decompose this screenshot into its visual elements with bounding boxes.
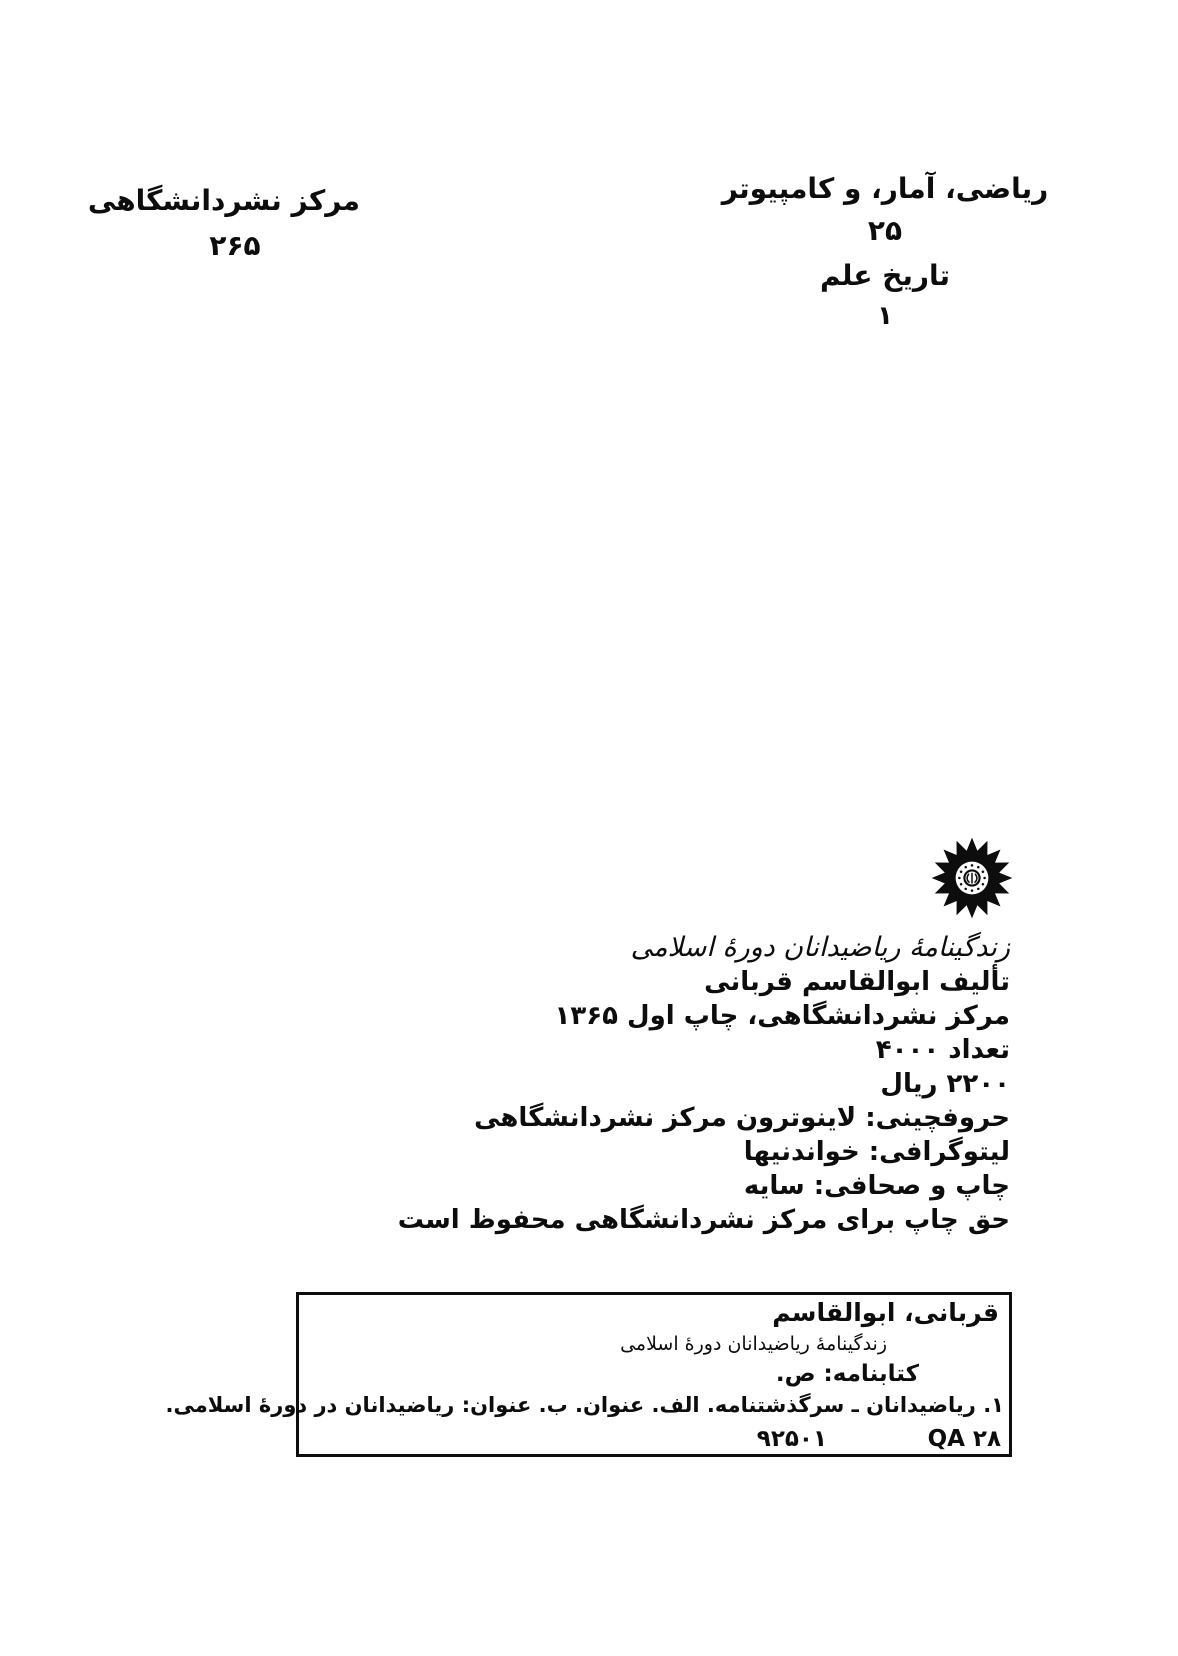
price-line: ۲۲۰۰ ریال: [880, 1069, 1010, 1099]
publisher-name-header: مرکز نشردانشگاهی: [87, 184, 360, 217]
series-number: ۲۵: [867, 214, 903, 247]
cip-subjects-line: ۱. ریاضیدانان ـ سرگذشتنامه. الف. عنوان. ب. عنوان: ریاضیدانان در دورهٔ اسلامی.: [165, 1393, 1004, 1417]
cip-author-entry: قربانی، ابوالقاسم: [772, 1298, 999, 1327]
series-header-block: [685, 172, 1085, 331]
printing-line: چاپ و صحافی: سایه: [743, 1171, 1010, 1201]
imprint-block: [398, 931, 1010, 1237]
lithography-line: لیتوگرافی: خواندنیها: [743, 1137, 1010, 1167]
cip-call-number: QA ۲۸: [927, 1426, 1001, 1452]
subseries-name: تاریخ علم: [819, 259, 951, 292]
publisher-starburst-emblem-icon: [930, 836, 1014, 920]
edition-line: مرکز نشردانشگاهی، چاپ اول ۱۳۶۵: [554, 1001, 1010, 1031]
book-title: زندگینامهٔ ریاضیدانان دورهٔ اسلامی: [630, 932, 1010, 963]
author-line: تألیف ابوالقاسم قربانی: [704, 967, 1010, 997]
cip-call-number-row: [299, 1426, 1009, 1456]
publication-number: ۲۶۵: [209, 229, 261, 262]
subseries-number: ۱: [877, 301, 893, 331]
cip-title-entry: زندگینامهٔ ریاضیدانان دورهٔ اسلامی: [620, 1333, 887, 1355]
cip-bibliography-note: کتابنامه: ص.: [775, 1361, 919, 1387]
series-name: ریاضی، آمار، و کامپیوتر: [721, 172, 1049, 205]
copyright-line: حق چاپ برای مرکز نشردانشگاهی محفوظ است: [397, 1205, 1010, 1235]
catalog-in-publication-box: [165, 1292, 1012, 1457]
cip-classification-number: ۹۲۵۰۱: [756, 1426, 827, 1452]
copies-line: تعداد ۴۰۰۰: [875, 1035, 1010, 1065]
typesetting-line: حروفچینی: لاینوترون مرکز نشردانشگاهی: [474, 1103, 1010, 1133]
